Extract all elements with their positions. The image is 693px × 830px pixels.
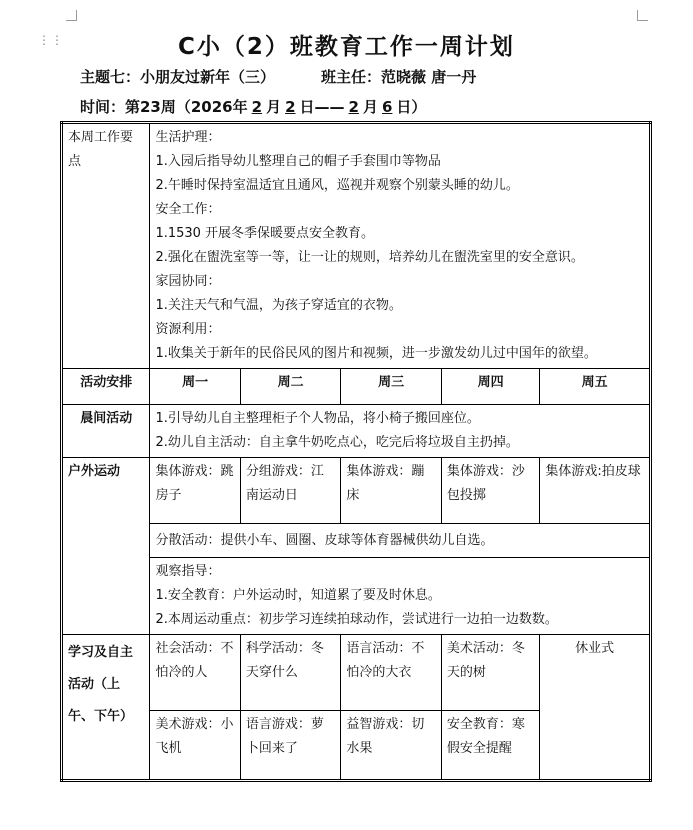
focus-line: 资源利用： bbox=[155, 322, 221, 337]
focus-line: 1.关注天气和气温，为孩子穿适宜的衣物。 bbox=[155, 298, 402, 313]
outdoor-game-monday: 集体游戏：跳房子 bbox=[150, 458, 240, 524]
observation-line: 观察指导： bbox=[155, 564, 221, 579]
observation-line: 2.本周运动重点：初步学习连续拍球动作，尝试进行一边拍一边数数。 bbox=[155, 612, 558, 627]
focus-line: 家园协同： bbox=[155, 274, 221, 289]
study-tuesday-2: 语言游戏：萝卜回来了 bbox=[240, 711, 341, 781]
morning-row bbox=[62, 405, 651, 458]
time-prefix: 时间：第23周（2026年 bbox=[80, 98, 248, 116]
weekly-focus-content bbox=[150, 123, 651, 369]
outdoor-label: 户外运动 bbox=[62, 458, 150, 635]
end-month: 2 bbox=[348, 98, 359, 116]
outdoor-game-wednesday: 集体游戏：蹦床 bbox=[341, 458, 442, 524]
weekly-plan-table bbox=[60, 121, 652, 782]
day-wednesday: 周三 bbox=[341, 369, 442, 405]
study-wednesday-2: 益智游戏：切水果 bbox=[341, 711, 442, 781]
end-day: 6 bbox=[381, 98, 393, 116]
weekly-focus-row bbox=[62, 123, 651, 369]
morning-label: 晨间活动 bbox=[62, 405, 150, 458]
outdoor-game-friday: 集体游戏:拍皮球 bbox=[540, 458, 651, 524]
study-row-1 bbox=[62, 635, 651, 711]
day-thursday: 周四 bbox=[441, 369, 539, 405]
day-tuesday: 周二 bbox=[240, 369, 341, 405]
page-corner-mark-right bbox=[637, 10, 648, 21]
focus-line: 生活护理： bbox=[155, 130, 221, 145]
study-monday-2: 美术游戏：小飞机 bbox=[150, 711, 240, 781]
page-title: C小（2）班教育工作一周计划 bbox=[178, 34, 515, 60]
study-thursday-2: 安全教育：寒假安全提醒 bbox=[441, 711, 539, 781]
start-day: 2 bbox=[285, 98, 296, 116]
day-close: 日） bbox=[396, 98, 427, 116]
focus-line: 安全工作： bbox=[155, 202, 221, 217]
page-corner-mark-left bbox=[66, 10, 77, 21]
observation-line: 1.安全教育：户外运动时，知道累了要及时休息。 bbox=[155, 588, 441, 603]
month-char: 月 bbox=[266, 98, 282, 116]
morning-line: 1.引导幼儿自主整理柜子个人物品，将小椅子搬回座位。 bbox=[155, 411, 480, 426]
month-char: 月 bbox=[362, 98, 378, 116]
study-label: 学习及自主活动（上午、下午） bbox=[62, 635, 150, 781]
schedule-label: 活动安排 bbox=[62, 369, 150, 405]
theme-line bbox=[80, 66, 476, 87]
schedule-header-row bbox=[62, 369, 651, 405]
theme-text: 主题七：小朋友过新年（三） bbox=[80, 68, 276, 86]
outdoor-observation bbox=[150, 558, 651, 635]
study-tuesday-1: 科学活动：冬天穿什么 bbox=[240, 635, 341, 711]
focus-line: 2.午睡时保持室温适宜且通风，巡视并观察个别蒙头睡的幼儿。 bbox=[155, 178, 519, 193]
day-friday: 周五 bbox=[540, 369, 651, 405]
study-friday: 休业式 bbox=[540, 635, 651, 781]
outdoor-game-thursday: 集体游戏：沙包投掷 bbox=[441, 458, 539, 524]
focus-line: 1.1530 开展冬季保暖要点安全教育。 bbox=[155, 226, 375, 241]
weekly-focus-label: 本周工作要点 bbox=[62, 123, 150, 369]
morning-line: 2.幼儿自主活动：自主拿牛奶吃点心，吃完后将垃圾自主扔掉。 bbox=[155, 435, 519, 450]
teachers-text: 班主任：范晓薇 唐一丹 bbox=[321, 68, 477, 86]
focus-line: 1.入园后指导幼儿整理自己的帽子手套围巾等物品 bbox=[155, 154, 441, 169]
outdoor-scattered-row bbox=[62, 524, 651, 558]
day-monday: 周一 bbox=[150, 369, 240, 405]
outdoor-scattered: 分散活动：提供小车、圆圈、皮球等体育器械供幼儿自选。 bbox=[150, 524, 651, 558]
outdoor-observation-row bbox=[62, 558, 651, 635]
day-dash: 日—— bbox=[299, 98, 345, 116]
outdoor-games-row bbox=[62, 458, 651, 524]
start-month: 2 bbox=[251, 98, 263, 116]
focus-line: 2.强化在盥洗室等一等，让一让的规则，培养幼儿在盥洗室里的安全意识。 bbox=[155, 250, 584, 265]
study-thursday-1: 美术活动：冬天的树 bbox=[441, 635, 539, 711]
time-line bbox=[80, 96, 426, 117]
study-wednesday-1: 语言活动：不怕冷的大衣 bbox=[341, 635, 442, 711]
focus-line: 1.收集关于新年的民俗民风的图片和视频，进一步激发幼儿过中国年的欲望。 bbox=[155, 346, 597, 361]
morning-content bbox=[150, 405, 651, 458]
outdoor-game-tuesday: 分组游戏：江南运动日 bbox=[240, 458, 341, 524]
study-monday-1: 社会活动：不怕冷的人 bbox=[150, 635, 240, 711]
table-move-handle-icon[interactable]: ⋮⋮ bbox=[38, 33, 64, 47]
